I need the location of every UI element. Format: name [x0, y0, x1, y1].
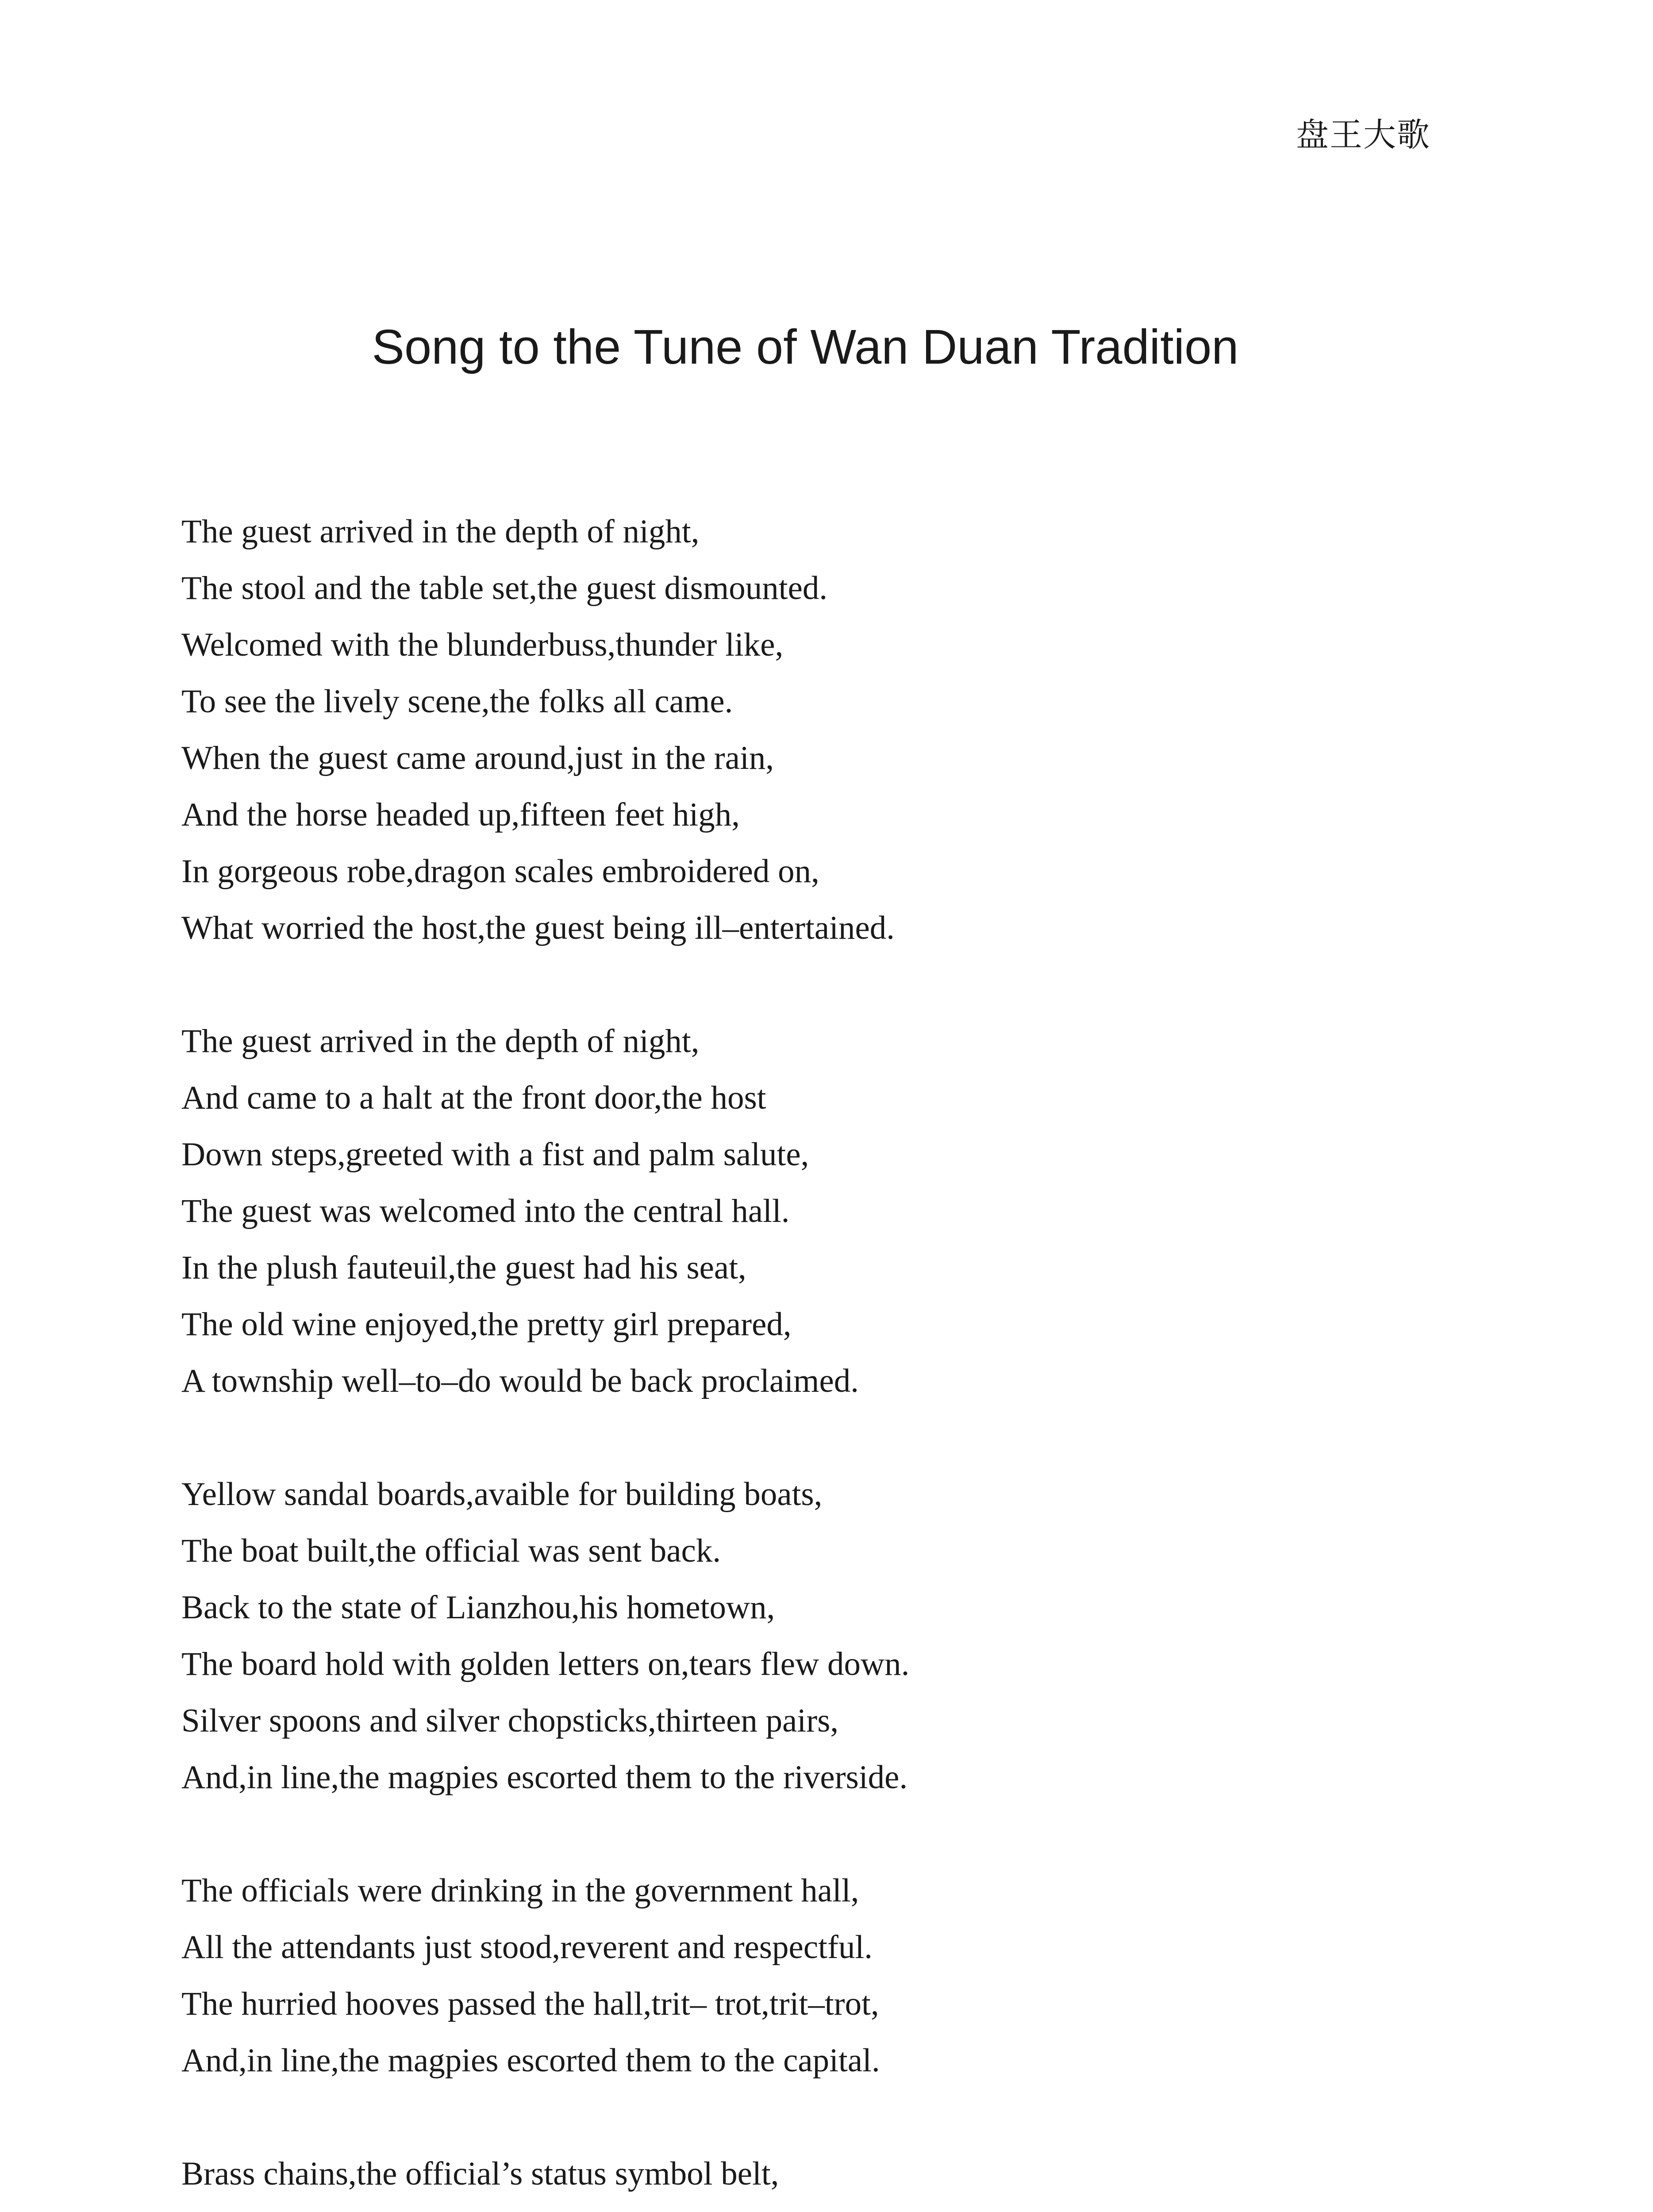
poem-line: Brass chains,the official’s status symbol belt,: [181, 2155, 779, 2192]
poem-line: All the attendants just stood,reverent and respectful.: [181, 1929, 873, 1966]
poem-line: Back to the state of Lianzhou,his hometown,: [181, 1589, 775, 1626]
poem-line: When the guest came around,just in the rain,: [181, 740, 774, 776]
poem-line: The board hold with golden letters on,tears flew down.: [181, 1646, 910, 1682]
poem-line: And the horse headed up,fifteen feet high,: [181, 796, 740, 833]
poem-line: And,in line,the magpies escorted them to the riverside.: [181, 1759, 908, 1796]
stanza-2: [181, 1013, 1465, 1409]
poem-line: The officials were drinking in the government hall,: [181, 1872, 859, 1909]
poem-line: The guest arrived in the depth of night,: [181, 1023, 700, 1060]
poem-title: Song to the Tune of Wan Duan Tradition: [372, 320, 1239, 374]
poem-line: To see the lively scene,the folks all came.: [181, 683, 733, 720]
poem-line: The hurried hooves passed the hall,trit– trot,trit–trot,: [181, 1985, 879, 2022]
poem-line: The boat built,the official was sent back.: [181, 1532, 721, 1569]
poem-line: The guest was welcomed into the central hall.: [181, 1193, 790, 1229]
poem-line: In the plush fauteuil,the guest had his seat,: [181, 1249, 746, 1286]
poem-line: What worried the host,the guest being ill–entertained.: [181, 910, 895, 946]
poem-line: Silver spoons and silver chopsticks,thirteen pairs,: [181, 1702, 839, 1739]
poem-line: Welcomed with the blunderbuss,thunder like,: [181, 626, 784, 663]
stanza-5: [181, 2146, 1465, 2202]
stanza-3: [181, 1466, 1465, 1806]
poem-line: And,in line,the magpies escorted them to the capital.: [181, 2042, 880, 2079]
poem-line: A township well–to–do would be back proclaimed.: [181, 1363, 859, 1399]
poem-line: Down steps,greeted with a fist and palm salute,: [181, 1136, 809, 1173]
poem-line: The stool and the table set,the guest dismounted.: [181, 570, 828, 607]
poem-line: The old wine enjoyed,the pretty girl prepared,: [181, 1306, 792, 1343]
running-header: 盘王大歌: [1296, 116, 1430, 154]
poem-line: The guest arrived in the depth of night,: [181, 513, 700, 550]
poem-line: And came to a halt at the front door,the host: [181, 1079, 766, 1116]
stanza-4: [181, 1863, 1465, 2089]
poem-body: [181, 503, 1465, 2202]
poem-line: In gorgeous robe,dragon scales embroidered on,: [181, 853, 819, 890]
poem-line: Yellow sandal boards,avaible for building boats,: [181, 1476, 823, 1513]
stanza-1: [181, 503, 1465, 956]
